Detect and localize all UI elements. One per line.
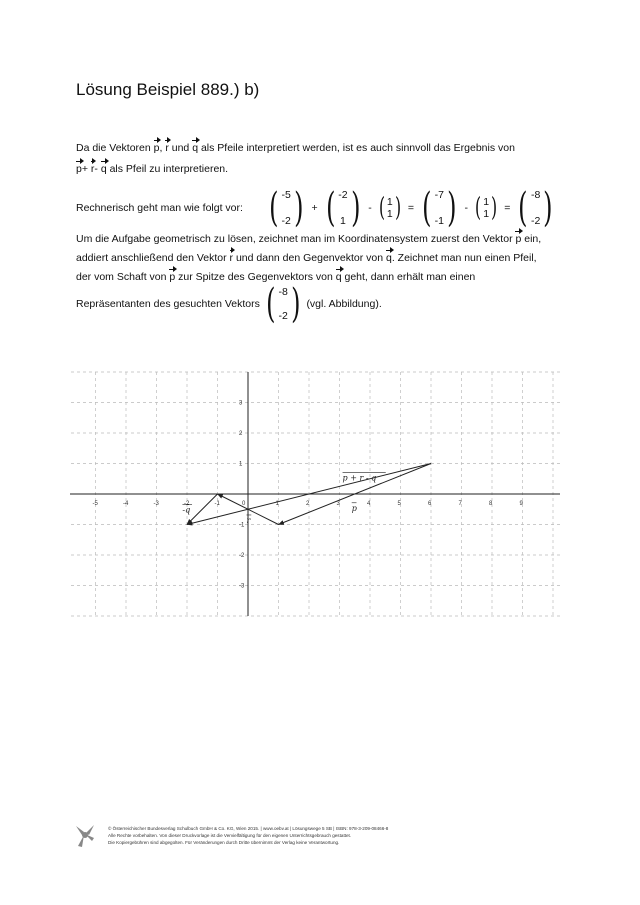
vector-p: p [76,163,82,175]
column-vector-2: ( -2 1 ) [325,185,361,231]
calculation-row [76,185,559,231]
column-vector-3: ( 1 1 ) [378,193,401,223]
column-vector-result: ( -8 -2 ) [518,185,553,231]
column-vector-answer: ( -8 -2 ) [265,281,301,327]
vector-p: p [169,271,176,283]
page-title: Lösung Beispiel 889.) b) [76,80,260,99]
x-tick-label: 7 [458,501,462,507]
paragraph-geometry-line2: addiert anschließend den Vektor r und dann den Gegenvektor von q. Zeichnet man nun einen Pfeil, [76,252,537,264]
calculation-label: Rechnerisch geht man wie folgt vor: [76,202,243,214]
vector-p: p [515,233,522,245]
x-tick-label: 0 [242,501,246,507]
publisher-logo [72,822,98,850]
vector-r: r [229,252,234,264]
footer-fees: Die Kopiergebühren sind abgegolten. Für Veränderungen durch Dritte übernimmt der Verlag keine Verantwortung. [108,840,340,845]
vector-q: q [335,271,342,283]
x-tick-label: 4 [367,501,371,507]
x-tick-label: -3 [153,501,159,507]
vector-q: q [385,252,392,264]
vector-label-p: p [351,503,357,513]
x-tick-label: 1 [275,501,279,507]
x-tick-label: -4 [123,501,129,507]
vector-q: q [192,142,199,154]
footer [108,825,388,846]
x-tick-label: 2 [306,501,310,507]
vector-arrow-q [187,494,218,525]
vector-label-neg-q: -q [182,505,191,515]
footer-rights: Alle Rechte vorbehalten. Von dieser Druckvorlage ist die Vervielfältigung für den eigenen Unterrichtsgebrauch gestattet. [108,833,352,838]
y-tick-label: 1 [239,461,243,468]
x-tick-label: -1 [214,501,220,507]
column-vector-4: ( -7 -1 ) [422,185,457,231]
operator-minus: - [464,202,469,214]
vector-label-r: r [246,515,251,525]
x-tick-label: -5 [92,501,98,507]
x-tick-label: 9 [519,501,523,507]
paragraph-intro-line1: Da die Vektoren p, r und q als Pfeile interpretiert werden, ist es auch sinnvoll das Ergebnis von [76,142,515,154]
vector-p: p [153,142,160,154]
vector-diagram [70,362,560,630]
column-vector-1: ( -5 -2 ) [269,185,304,231]
y-tick-label: -1 [239,522,245,529]
paragraph-geometry-line3: der vom Schaft von p zur Spitze des Gegenvektors von q geht, dann erhält man einen [76,271,476,283]
vector-label-sum: p + r - q [342,473,377,483]
column-vector-5: ( 1 1 ) [475,193,498,223]
y-tick-label: 3 [239,400,243,407]
x-tick-label: 5 [397,501,401,507]
x-tick-label: 8 [489,501,493,507]
x-tick-label: 3 [336,501,340,507]
x-tick-label: 6 [428,501,432,507]
x-tick-label: -2 [184,501,190,507]
operator-minus: - [368,202,372,214]
operator-equals: = [407,202,414,214]
y-tick-label: 2 [239,431,243,437]
footer-copyright: © Österreichischer Bundesverlag Schulbuch GmbH & Co. KG, Wien 2015. | www.oebv.at | Lösungswege 5 SB | ISBN: 978-3-209-08466-8 [108,826,389,831]
operator-plus: + [311,202,318,214]
vector-q: q [100,163,107,175]
vector-r: r [165,142,169,154]
paragraph-geometry-line4: Repräsentanten des gesuchten Vektors ( -8 -2 ) (vgl. Abbildung). [76,281,382,327]
vector-r: r [90,163,95,175]
y-tick-label: -2 [239,553,245,559]
paragraph-intro-line2: p+ r- q als Pfeil zu interpretieren. [76,163,229,175]
operator-equals: = [504,202,511,214]
paragraph-geometry-line1: Um die Aufgabe geometrisch zu lösen, zeichnet man im Koordinatensystem zuerst den Vektor p ein, [76,233,542,245]
y-tick-label: -3 [239,583,245,590]
